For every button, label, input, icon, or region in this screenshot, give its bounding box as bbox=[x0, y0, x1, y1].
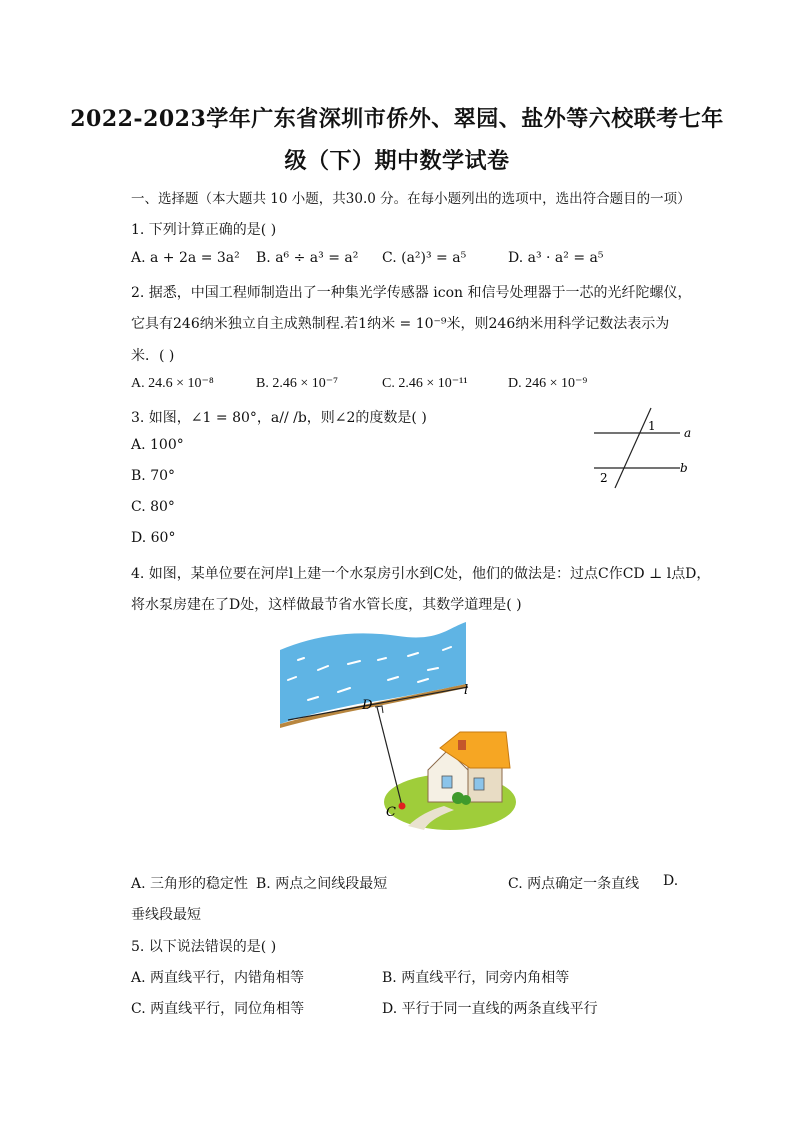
line-b-label: b bbox=[680, 461, 688, 475]
q4-option-a: A. 三角形的稳定性 bbox=[131, 876, 249, 892]
q1-option-c: C. (a²)³ = a⁵ bbox=[382, 250, 467, 266]
parallel-lines-figure bbox=[588, 404, 698, 492]
q5-stem: 5. 以下说法错误的是( ) bbox=[131, 939, 277, 955]
q1-option-d: D. a³ · a² = a⁵ bbox=[508, 250, 604, 266]
point-d-label: D bbox=[362, 698, 373, 713]
q2-option-b: B. 2.46 × 10⁻⁷ bbox=[256, 376, 339, 391]
q4-stem-line2: 将水泵房建在了D处，这样做最节省水管长度，其数学道理是( ) bbox=[131, 597, 522, 613]
q3-option-d: D. 60° bbox=[131, 530, 176, 546]
q5-option-a: A. 两直线平行，内错角相等 bbox=[131, 970, 305, 986]
q2-stem-line3: 米．( ) bbox=[131, 348, 175, 364]
line-l-label: l bbox=[464, 683, 469, 698]
river-water bbox=[280, 622, 469, 724]
q1-option-a: A. a + 2a = 3a² bbox=[131, 250, 240, 266]
q2-option-d: D. 246 × 10⁻⁹ bbox=[508, 376, 588, 391]
q5-option-b: B. 两直线平行，同旁内角相等 bbox=[382, 970, 570, 986]
q5-option-c: C. 两直线平行，同位角相等 bbox=[131, 1001, 305, 1017]
section-heading: 一、选择题（本大题共 10 小题，共30.0 分。在每小题列出的选项中，选出符合题目的一项） bbox=[131, 191, 691, 207]
q5-option-d: D. 平行于同一直线的两条直线平行 bbox=[382, 1001, 598, 1017]
exam-title-line2: 级（下）期中数学试卷 bbox=[284, 148, 510, 174]
q4-option-d-text: 垂线段最短 bbox=[131, 907, 201, 923]
q2-stem-line1: 2. 据悉，中国工程师制造出了一种集光学传感器 icon 和信号处理器于一芯的光纤陀螺仪， bbox=[131, 285, 692, 301]
q2-option-c: C. 2.46 × 10⁻¹¹ bbox=[382, 376, 468, 391]
q4-option-b: B. 两点之间线段最短 bbox=[256, 876, 388, 892]
q4-stem-line1: 4. 如图，某单位要在河岸l上建一个水泵房引水到C处，他们的做法是：过点C作CD ⊥ l点D， bbox=[131, 566, 711, 582]
q2-option-a: A. 24.6 × 10⁻⁸ bbox=[131, 376, 214, 391]
q3-option-b: B. 70° bbox=[131, 468, 176, 484]
line-a-label: a bbox=[684, 426, 692, 440]
q1-stem: 1. 下列计算正确的是( ) bbox=[131, 222, 277, 238]
q3-stem: 3. 如图，∠1 = 80°，a// /b，则∠2的度数是( ) bbox=[131, 410, 427, 426]
q1-option-b: B. a⁶ ÷ a³ = a² bbox=[256, 250, 359, 266]
angle-1-label: 1 bbox=[648, 419, 656, 433]
q4-option-d: D. bbox=[663, 873, 679, 889]
point-c-label: C bbox=[386, 805, 396, 820]
q4-option-c: C. 两点确定一条直线 bbox=[508, 876, 640, 892]
q3-option-c: C. 80° bbox=[131, 499, 175, 515]
q2-stem-line2: 它具有246纳米独立自主成熟制程.若1纳米 = 10⁻⁹米，则246纳米用科学记数法表示为 bbox=[131, 316, 670, 332]
angle-2-label: 2 bbox=[600, 471, 608, 485]
river-pump-figure bbox=[278, 620, 518, 832]
point-c bbox=[399, 803, 406, 810]
q3-option-a: A. 100° bbox=[131, 437, 184, 453]
exam-title-line1: 2022-2023学年广东省深圳市侨外、翠园、盐外等六校联考七年 bbox=[70, 106, 724, 132]
